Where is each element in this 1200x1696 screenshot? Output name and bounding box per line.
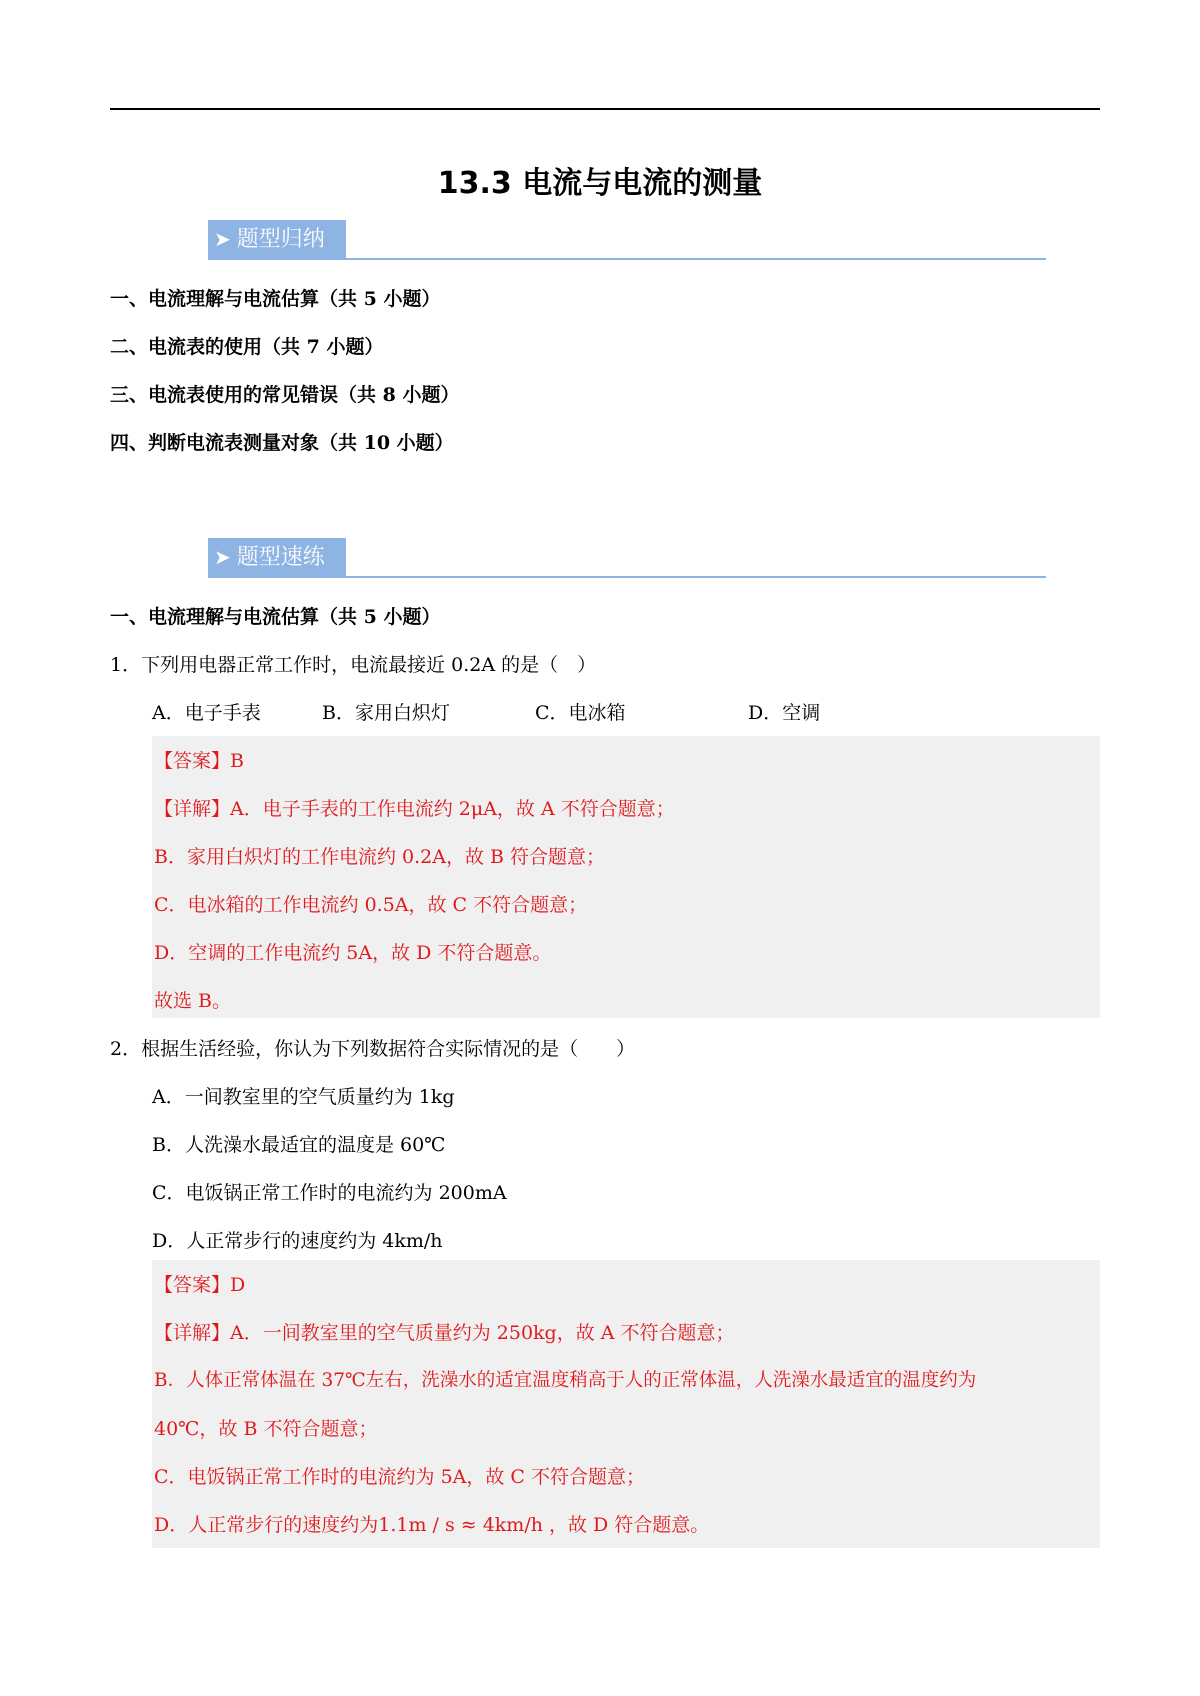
explain-line: C．电冰箱的工作电流约 0.5A，故 C 不符合题意； bbox=[154, 894, 588, 916]
banner-tag bbox=[208, 538, 346, 576]
answer-line: 【答案】D bbox=[154, 1274, 246, 1296]
toc-item: 三、电流表使用的常见错误（共 8 小题） bbox=[110, 384, 460, 406]
answer-line: 【答案】B bbox=[154, 750, 244, 772]
page-title: 13.3 电流与电流的测量 bbox=[437, 166, 763, 201]
header-rule bbox=[110, 108, 1100, 110]
toc-item: 一、电流理解与电流估算（共 5 小题） bbox=[110, 288, 441, 310]
toc-item: 二、电流表的使用（共 7 小题） bbox=[110, 336, 384, 358]
explain-line: C．电饭锅正常工作时的电流约为 5A，故 C 不符合题意； bbox=[154, 1466, 646, 1488]
explain-line: 【详解】A．一间教室里的空气质量约为 250kg，故 A 不符合题意； bbox=[154, 1322, 735, 1344]
section-banner-practice bbox=[208, 538, 1046, 578]
banner-rule bbox=[208, 258, 1046, 260]
banner-rule bbox=[208, 576, 1046, 578]
arrow-right-icon: ➤ bbox=[214, 545, 231, 569]
answer-box bbox=[152, 736, 1100, 1018]
explain-line: 40℃，故 B 不符合题意； bbox=[154, 1418, 378, 1440]
explain-line: D．空调的工作电流约 5A，故 D 不符合题意。 bbox=[154, 942, 552, 964]
banner-label: 题型速练 bbox=[236, 545, 325, 570]
option: D．空调 bbox=[748, 702, 821, 724]
option: D．人正常步行的速度约为 4km/h bbox=[152, 1230, 443, 1252]
banner-label: 题型归纳 bbox=[236, 227, 325, 252]
option: A．一间教室里的空气质量约为 1kg bbox=[152, 1086, 455, 1108]
banner-tag bbox=[208, 220, 346, 258]
toc-item: 四、判断电流表测量对象（共 10 小题） bbox=[110, 432, 454, 454]
option: B．人洗澡水最适宜的温度是 60℃ bbox=[152, 1134, 446, 1156]
explain-line: 【详解】A．电子手表的工作电流约 2μA，故 A 不符合题意； bbox=[154, 798, 675, 820]
arrow-right-icon: ➤ bbox=[214, 227, 231, 251]
question-stem: 2．根据生活经验，你认为下列数据符合实际情况的是（ ） bbox=[110, 1038, 636, 1060]
answer-box bbox=[152, 1260, 1100, 1548]
section-banner-summary bbox=[208, 220, 1046, 260]
explain-line: D．人正常步行的速度约为1.1m / s ≈ 4km/h ，故 D 符合题意。 bbox=[154, 1514, 710, 1536]
section-heading: 一、电流理解与电流估算（共 5 小题） bbox=[110, 606, 441, 628]
option: C．电饭锅正常工作时的电流约为 200mA bbox=[152, 1182, 507, 1204]
explain-line: B．家用白炽灯的工作电流约 0.2A，故 B 符合题意； bbox=[154, 846, 605, 868]
option: C．电冰箱 bbox=[535, 702, 626, 724]
question-stem: 1．下列用电器正常工作时，电流最接近 0.2A 的是（ ） bbox=[110, 654, 597, 676]
explain-line: 故选 B。 bbox=[154, 990, 232, 1012]
explain-line: B．人体正常体温在 37℃左右，洗澡水的适宜温度稍高于人的正常体温，人洗澡水最适宜的温度约为 bbox=[154, 1370, 977, 1391]
option: A．电子手表 bbox=[152, 702, 261, 724]
option: B．家用白炽灯 bbox=[322, 702, 450, 724]
